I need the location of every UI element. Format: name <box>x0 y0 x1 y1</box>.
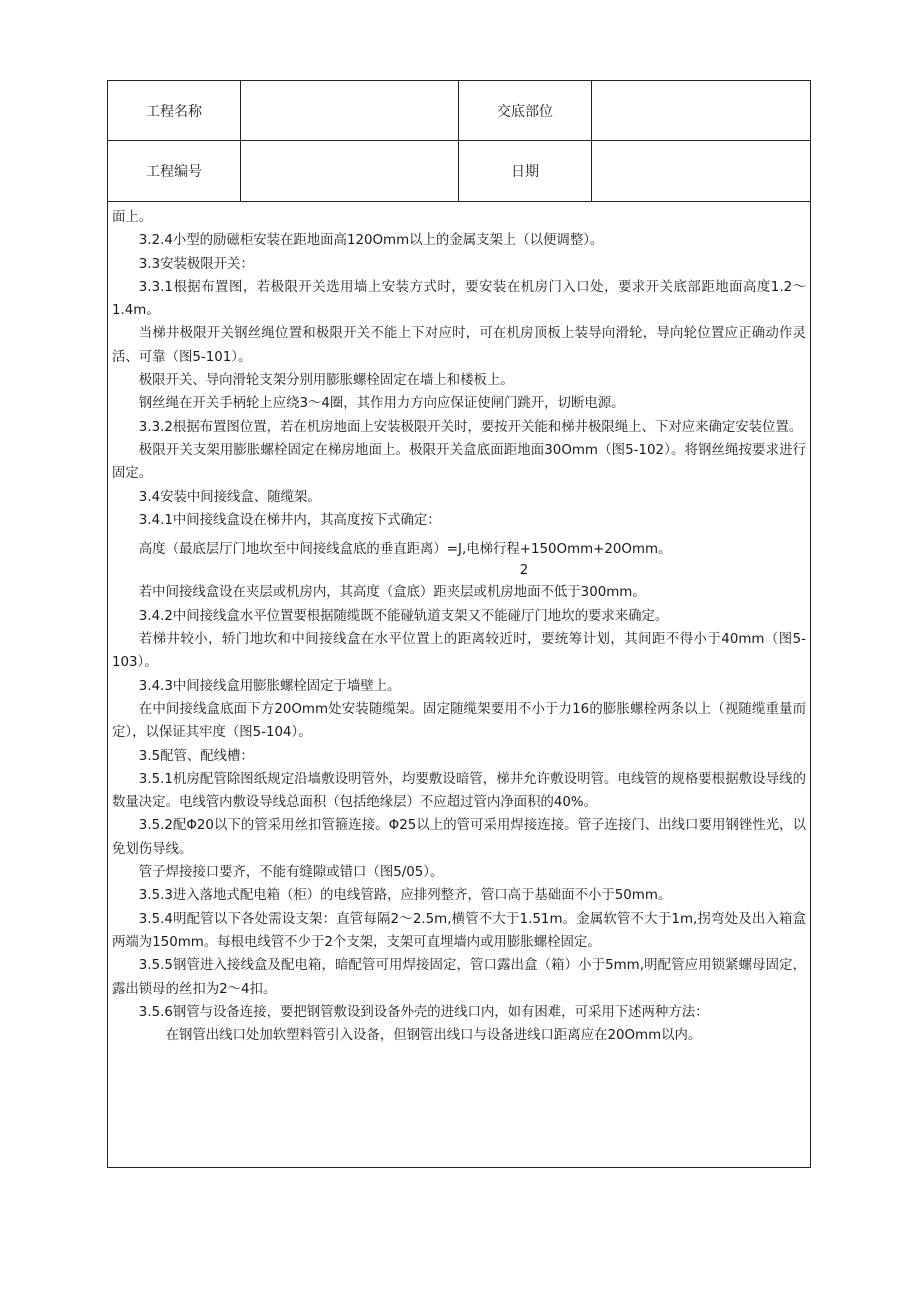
handover-part-label: 交底部位 <box>459 81 592 141</box>
section-heading: 3.3安装极限开关： <box>138 256 254 272</box>
paragraph: 3.5.4明配管以下各处需设支架：直管每隔2～2.5m,横管不大于1.51m。金属软管不大于1m,拐弯处及出入箱盒两端为150mm。每根电线管不少于2个支架，支架可直埋墙内或用膨胀螺栓固定。 <box>112 911 806 950</box>
paragraph: 极限开关、导向滑轮支架分别用膨胀螺栓固定在墙上和楼板上。 <box>138 373 514 389</box>
paragraph: 3.3.2根据布置图位置，若在机房地面上安装极限开关时，要按开关能和梯井极限绳上、下对应来确定安装位置。 <box>138 419 803 435</box>
paragraph: 3.5.6钢管与设备连接，要把钢管敷设到设备外壳的进线口内，如有困难，可采用下述两种方法： <box>138 1004 709 1020</box>
paragraph: 3.4.1中间接线盒设在梯井内，其高度按下式确定： <box>138 512 441 528</box>
paragraph: 3.2.4小型的励磁柜安装在距地面高120Omm以上的金属支架上（以便调整）。 <box>138 233 604 249</box>
paragraph: 3.3.1根据布置图，若极限开关选用墙上安装方式时，要安装在机房门入口处，要求开关底部距地面高度1.2～1.4m。 <box>112 279 806 319</box>
paragraph: 3.5.1机房配管除图纸规定沿墙敷设明管外，均要敷设暗管，梯井允许敷设明管。电线管的规格要根据敷设导线的数量决定。电线管内敷设导线总面积（包括绝缘层）不应超过管内净面积的40%。 <box>112 771 806 811</box>
date-label: 日期 <box>459 141 592 201</box>
project-name-value <box>241 81 459 141</box>
formula-denominator: 2 <box>519 563 529 579</box>
project-no-value <box>241 141 459 201</box>
paragraph: 极限开关支架用膨胀螺栓固定在梯房地面上。极限开关盒底面距地面30Omm（图5-102）。将钢丝绳按要求进行固定。 <box>112 442 806 482</box>
project-name-label: 工程名称 <box>108 81 241 141</box>
document-body <box>108 202 810 1047</box>
date-value <box>592 141 810 201</box>
handover-sheet <box>107 80 811 1168</box>
paragraph: 在中间接线盒底面下方20Omm处安装随缆架。固定随缆架要用不小于力16的膨胀螺栓两条以上（视随缆重量而定），以保证其牢度（图5-104）。 <box>112 701 806 741</box>
section-heading: 3.4安装中间接线盒、随缆架。 <box>138 489 321 505</box>
paragraph: 若中间接线盒设在夹层或机房内，其高度（盒底）距夹层或机房地面不低于300mm。 <box>138 585 646 601</box>
paragraph: 3.5.5钢管进入接线盒及配电箱，暗配管可用焊接固定，管口露出盒（箱）小于5mm,明配管应用锁紧螺母固定，露出锁母的丝扣为2～4扣。 <box>112 958 806 997</box>
paragraph: 钢丝绳在开关手柄轮上应绕3～4圈，其作用力方向应保证使闸门跳开，切断电源。 <box>138 396 625 412</box>
handover-part-value <box>592 81 810 141</box>
paragraph: 面上。 <box>112 210 153 225</box>
header-table <box>108 81 810 202</box>
formula-line: 高度（最底层厅门地坎至中间接线盒底的垂直距离）=J,电梯行程+150Omm+20Omm。 <box>138 542 672 558</box>
paragraph: 3.5.3进入落地式配电箱（柜）的电线管路，应排列整齐，管口高于基础面不小于50mm。 <box>138 888 672 904</box>
paragraph: 3.4.3中间接线盒用膨胀螺栓固定于墙壁上。 <box>138 678 401 694</box>
paragraph: 若梯井较小，轿门地坎和中间接线盒在水平位置上的距离较近时，要统筹计划，其间距不得小于40mm（图5-103）。 <box>112 632 806 671</box>
paragraph: 3.4.2中间接线盒水平位置要根据随缆既不能碰轨道支架又不能碰厅门地坎的要求来确定。 <box>138 608 669 624</box>
paragraph: 在钢管出线口处加软塑料管引入设备，但钢管出线口与设备进线口距离应在20Omm以内。 <box>165 1028 702 1044</box>
paragraph: 当梯井极限开关钢丝绳位置和极限开关不能上下对应时，可在机房顶板上装导向滑轮，导向轮位置应正确动作灵活、可靠（图5-101）。 <box>112 326 806 365</box>
section-heading: 3.5配管、配线槽： <box>138 748 254 764</box>
project-no-label: 工程编号 <box>108 141 241 201</box>
paragraph: 3.5.2配Φ20以下的管采用丝扣管箍连接。Φ25以上的管可采用焊接连接。管子连接门、出线口要用钢锉性光，以免划伤导线。 <box>112 818 806 857</box>
paragraph: 管子焊接接口要齐，不能有缝隙或错口（图5/05）。 <box>138 865 444 881</box>
